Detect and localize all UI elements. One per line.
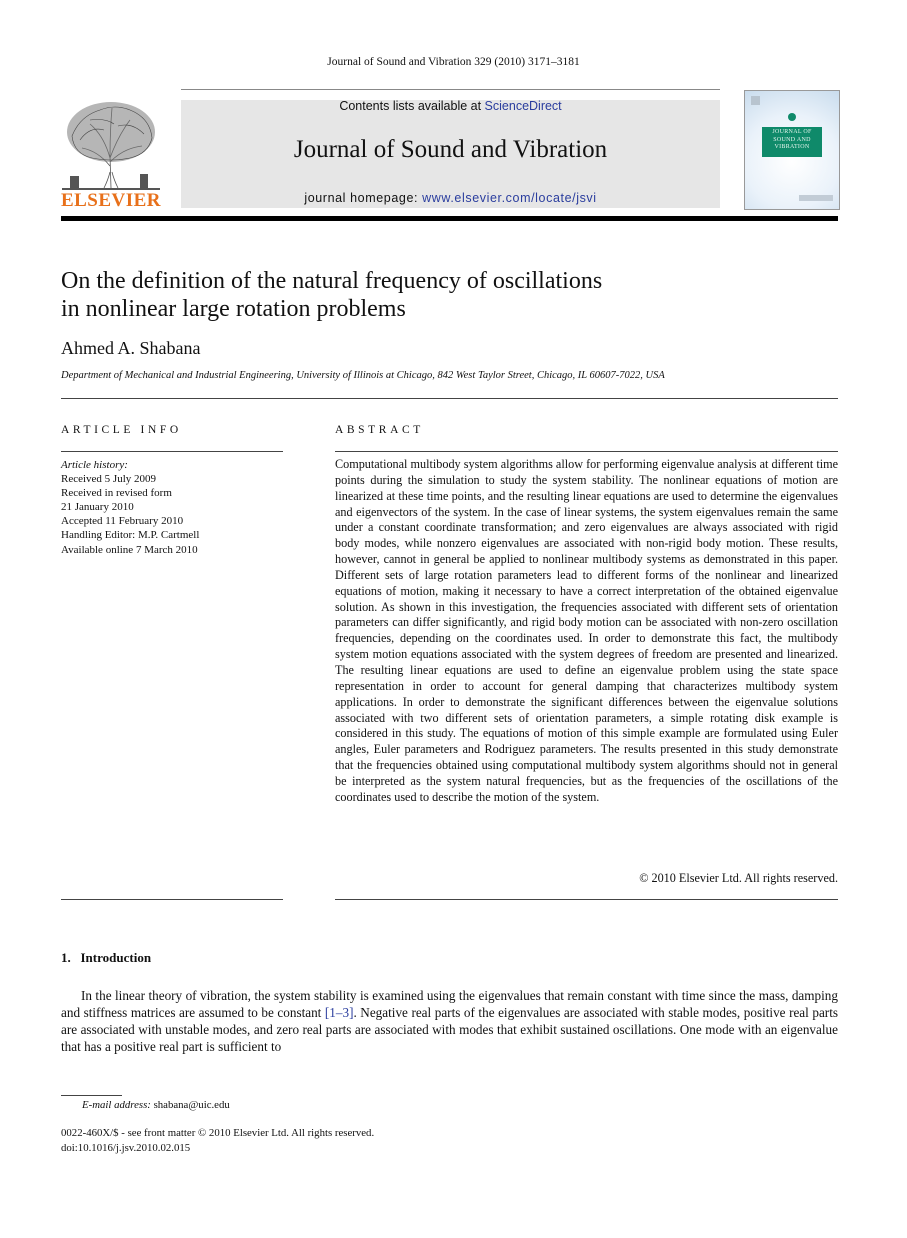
contents-prefix: Contents lists available at — [339, 99, 485, 113]
journal-cover-thumbnail — [744, 90, 840, 210]
journal-homepage-line — [181, 191, 720, 205]
abstract-heading: ABSTRACT — [335, 424, 424, 436]
email-label: E-mail address: — [82, 1099, 151, 1111]
history-item: Received 5 July 2009 — [61, 473, 157, 486]
article-info-heading: ARTICLE INFO — [61, 424, 182, 436]
abstract-bottom-rule — [335, 899, 838, 900]
journal-homepage-link[interactable]: www.elsevier.com/locate/jsvi — [422, 191, 597, 205]
intro-text-after-citation: . Negative real parts of the eigenvalues are associated with stable modes, positive real parts are associated with unstable modes, and zero real parts are associated with modes that exhibit sustained oscillations. One mode with an eigenvalue that has a positive real part is sufficient to — [61, 1005, 838, 1054]
article-title-line-2: in nonlinear large rotation problems — [61, 296, 406, 322]
article-title — [61, 267, 821, 323]
history-item: Received in revised form — [61, 487, 172, 500]
abstract-text: Computational multibody system algorithms allow for performing eigenvalue analysis at different time points during the simulation to study the system stability. The nonlinear equations of motion are linearized at these time points, and the resulting linear equations are used to determine the eigenvalues and eigenvectors of the system. In the case of linear systems, the system eigenvalues remain the same under a constant coordinate transformation; and zero eigenvalues are always associated with rigid body modes, while nonzero eigenvalues are associated with non-rigid body motion. These results, however, cannot in general be applied to nonlinear multibody systems as demonstrated in this paper. Different sets of large rotation parameters lead to different forms of the nonlinear and linearized equations of motion, making it necessary to have a correct interpretation of the obtained eigenvalue solution. As shown in this investigation, the frequencies associated with different sets of orientation parameters can differ significantly, and rigid body motion can be associated with non-zero oscillation frequencies, depending on the coordinates used. In order to demonstrate this fact, the multibody system motion equations associated with the system degrees of freedom are presented and linearized. The resulting linear equations are used to define an eigenvalue problem using the state space representation in order to account for general damping that characterizes multibody system applications. In order to demonstrate the significant differences between the eigenvalue solutions associated with two different sets of orientation parameters, a simple rotating disk example is considered in this study. The equations of motion of this simple example are formulated using Euler angles, Euler parameters and Rodriguez parameters. The results presented in this study demonstrate that the frequencies obtained using computational multibody system algorithms should not in general be interpreted as the system natural frequencies, but as the frequencies of the oscillations of the coordinates used to describe the motion of the system. — [335, 457, 838, 804]
running-head: Journal of Sound and Vibration 329 (2010) 3171–3181 — [327, 56, 580, 68]
front-matter — [61, 1126, 374, 1155]
journal-title: Journal of Sound and Vibration — [293, 136, 608, 163]
footnote-email — [82, 1099, 230, 1111]
front-matter-copyright: 0022-460X/$ - see front matter © 2010 Elsevier Ltd. All rights reserved. — [61, 1127, 375, 1139]
title-block-rule — [61, 398, 838, 399]
article-title-line-1: On the definition of the natural frequency of oscillations — [61, 268, 603, 294]
history-item: 21 January 2010 — [61, 501, 134, 514]
cover-emblem-icon — [788, 113, 796, 121]
article-info-top-rule — [61, 451, 283, 452]
citation-link[interactable]: [1–3] — [324, 1005, 354, 1020]
cover-publisher-mark — [751, 96, 760, 105]
history-item: Accepted 11 February 2010 — [61, 515, 184, 528]
introduction-heading: 1. Introduction — [61, 950, 152, 965]
masthead-top-rule — [181, 89, 720, 90]
cover-footer-logo — [799, 195, 833, 201]
intro-text-before-citation: In the linear theory of vibration, the system stability is examined using the eigenvalues that remain constant with time since the mass, damping and stiffness matrices are assumed to be constant — [61, 988, 838, 1020]
homepage-prefix: journal homepage: — [304, 191, 423, 205]
article-history — [61, 458, 286, 557]
elsevier-wordmark: ELSEVIER — [60, 190, 162, 211]
doi[interactable]: doi:10.1016/j.jsv.2010.02.015 — [61, 1141, 191, 1154]
article-info-bottom-rule — [61, 899, 283, 900]
sciencedirect-link[interactable]: ScienceDirect — [484, 99, 562, 113]
abstract-copyright: © 2010 Elsevier Ltd. All rights reserved. — [639, 871, 838, 885]
introduction-paragraph — [61, 987, 838, 1055]
author-affiliation: Department of Mechanical and Industrial Engineering, University of Illinois at Chicago, 842 West Taylor Street, Chicago, IL 60607-7022, USA — [61, 370, 665, 381]
abstract-top-rule — [335, 451, 838, 452]
email-address[interactable]: shabana@uic.edu — [150, 1099, 230, 1111]
contents-line — [181, 99, 720, 113]
author-name: Ahmed A. Shabana — [61, 338, 201, 358]
masthead-bottom-rule — [61, 216, 838, 221]
history-item: Handling Editor: M.P. Cartmell — [61, 529, 200, 542]
cover-title: JOURNAL OF SOUND AND VIBRATION — [772, 129, 812, 150]
history-item: Available online 7 March 2010 — [61, 543, 198, 556]
footnote-rule — [61, 1095, 122, 1096]
article-history-label: Article history: — [61, 459, 128, 471]
